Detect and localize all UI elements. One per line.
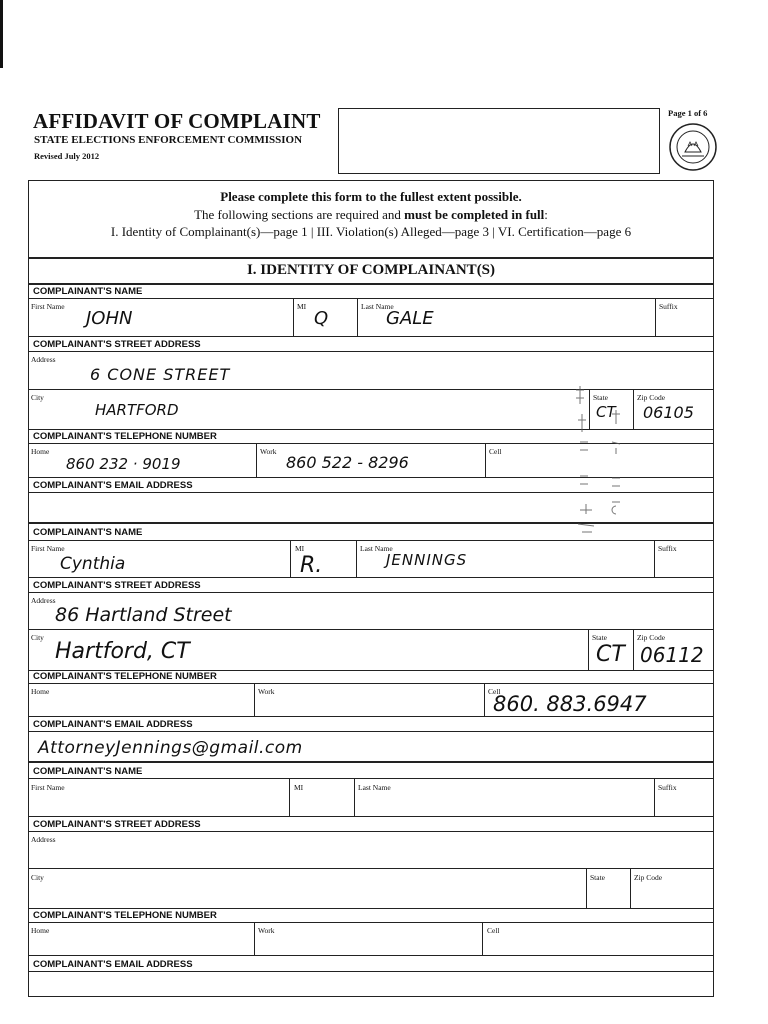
last-name-label: Last Name (361, 302, 394, 311)
mi-label: MI (297, 302, 307, 311)
zip-label: Zip Code (637, 393, 666, 402)
complainant-2-email[interactable]: AttorneyJennings@gmail.com (38, 738, 303, 758)
received-stamp-box (338, 108, 660, 174)
home-phone-label: Home (31, 926, 50, 935)
complainant-1-mi[interactable]: Q (314, 308, 329, 329)
first-name-label: First Name (31, 783, 65, 792)
instructions-required: The following sections are required and must be completed in full: (194, 207, 548, 222)
suffix-label: Suffix (658, 783, 677, 792)
mi-label: MI (295, 544, 305, 553)
address-label: Address (31, 596, 56, 605)
state-label: State (593, 393, 608, 402)
last-name-label: Last Name (360, 544, 393, 553)
complainant-2-cell-phone[interactable]: 860. 883.6947 (493, 692, 647, 716)
state-seal-icon (668, 122, 718, 172)
complainant-3-phone-label: COMPLAINANT'S TELEPHONE NUMBER (33, 910, 217, 921)
complainant-2-street-label: COMPLAINANT'S STREET ADDRESS (33, 580, 201, 591)
complainant-3-street-label: COMPLAINANT'S STREET ADDRESS (33, 819, 201, 830)
complainant-1-address[interactable]: 6 CONE STREET (90, 365, 231, 384)
complainant-2-address[interactable]: 86 Hartland Street (55, 604, 232, 626)
complainant-2-email-label: COMPLAINANT'S EMAIL ADDRESS (33, 719, 193, 730)
revision-date: Revised July 2012 (34, 151, 100, 161)
cell-phone-label: Cell (489, 447, 502, 456)
last-name-label: Last Name (358, 783, 391, 792)
complainant-3-email-label: COMPLAINANT'S EMAIL ADDRESS (33, 959, 193, 970)
form-title: AFFIDAVIT OF COMPLAINT (33, 109, 321, 133)
complainant-1-city[interactable]: HARTFORD (95, 401, 179, 419)
divider (28, 257, 714, 259)
work-phone-label: Work (260, 447, 277, 456)
instructions-heading: Please complete this form to the fullest extent possible. (220, 189, 522, 204)
complainant-2-zip[interactable]: 06112 (640, 643, 704, 667)
complainant-2-last-name[interactable]: JENNINGS (386, 551, 468, 569)
address-label: Address (31, 355, 56, 364)
work-phone-label: Work (258, 926, 275, 935)
zip-label: Zip Code (634, 873, 663, 882)
complainant-1-state[interactable]: CT (596, 403, 616, 421)
city-label: City (31, 393, 44, 402)
complainant-3-name-label: COMPLAINANT'S NAME (33, 766, 143, 777)
instructions-sections: I. Identity of Complainant(s)—page 1 | III. Violation(s) Alleged—page 3 | VI. Certification—page 6 (110, 224, 632, 239)
divider (28, 283, 714, 285)
cell-phone-label: Cell (488, 687, 501, 696)
state-label: State (590, 873, 605, 882)
complainant-2-first-name[interactable]: Cynthia (60, 554, 126, 574)
complainant-2-phone-label: COMPLAINANT'S TELEPHONE NUMBER (33, 671, 217, 682)
complainant-2-name-label: COMPLAINANT'S NAME (33, 527, 143, 538)
address-label: Address (31, 835, 56, 844)
city-label: City (31, 873, 44, 882)
zip-label: Zip Code (637, 633, 666, 642)
complainant-1-name-label: COMPLAINANT'S NAME (33, 286, 143, 297)
complainant-1-home-phone[interactable]: 860 232 · 9019 (66, 455, 181, 473)
scan-edge-mark (0, 0, 3, 68)
work-phone-label: Work (258, 687, 275, 696)
complainant-1-street-label: COMPLAINANT'S STREET ADDRESS (33, 339, 201, 350)
complainant-1-last-name[interactable]: GALE (386, 308, 434, 329)
city-label: City (31, 633, 44, 642)
complainant-1-zip[interactable]: 06105 (643, 403, 694, 422)
complainant-1-first-name[interactable]: JOHN (86, 308, 133, 329)
complainant-1-work-phone[interactable]: 860 522 - 8296 (286, 453, 409, 472)
first-name-label: First Name (31, 544, 65, 553)
home-phone-label: Home (31, 447, 50, 456)
received-stamp-bleed (572, 384, 632, 544)
cell-phone-label: Cell (487, 926, 500, 935)
form-subtitle: STATE ELECTIONS ENFORCEMENT COMMISSION (34, 134, 303, 146)
complainant-2-state[interactable]: CT (596, 642, 625, 667)
home-phone-label: Home (31, 687, 50, 696)
complainant-2-city[interactable]: Hartford, CT (55, 639, 190, 664)
complainant-2-mi[interactable]: R. (300, 553, 323, 578)
suffix-label: Suffix (659, 302, 678, 311)
page-number: Page 1 of 6 (668, 108, 708, 118)
complainant-1-phone-label: COMPLAINANT'S TELEPHONE NUMBER (33, 431, 217, 442)
first-name-label: First Name (31, 302, 65, 311)
suffix-label: Suffix (658, 544, 677, 553)
complainant-1-email-label: COMPLAINANT'S EMAIL ADDRESS (33, 480, 193, 491)
mi-label: MI (294, 783, 304, 792)
state-label: State (592, 633, 607, 642)
section-title: I. IDENTITY OF COMPLAINANT(S) (246, 262, 496, 278)
